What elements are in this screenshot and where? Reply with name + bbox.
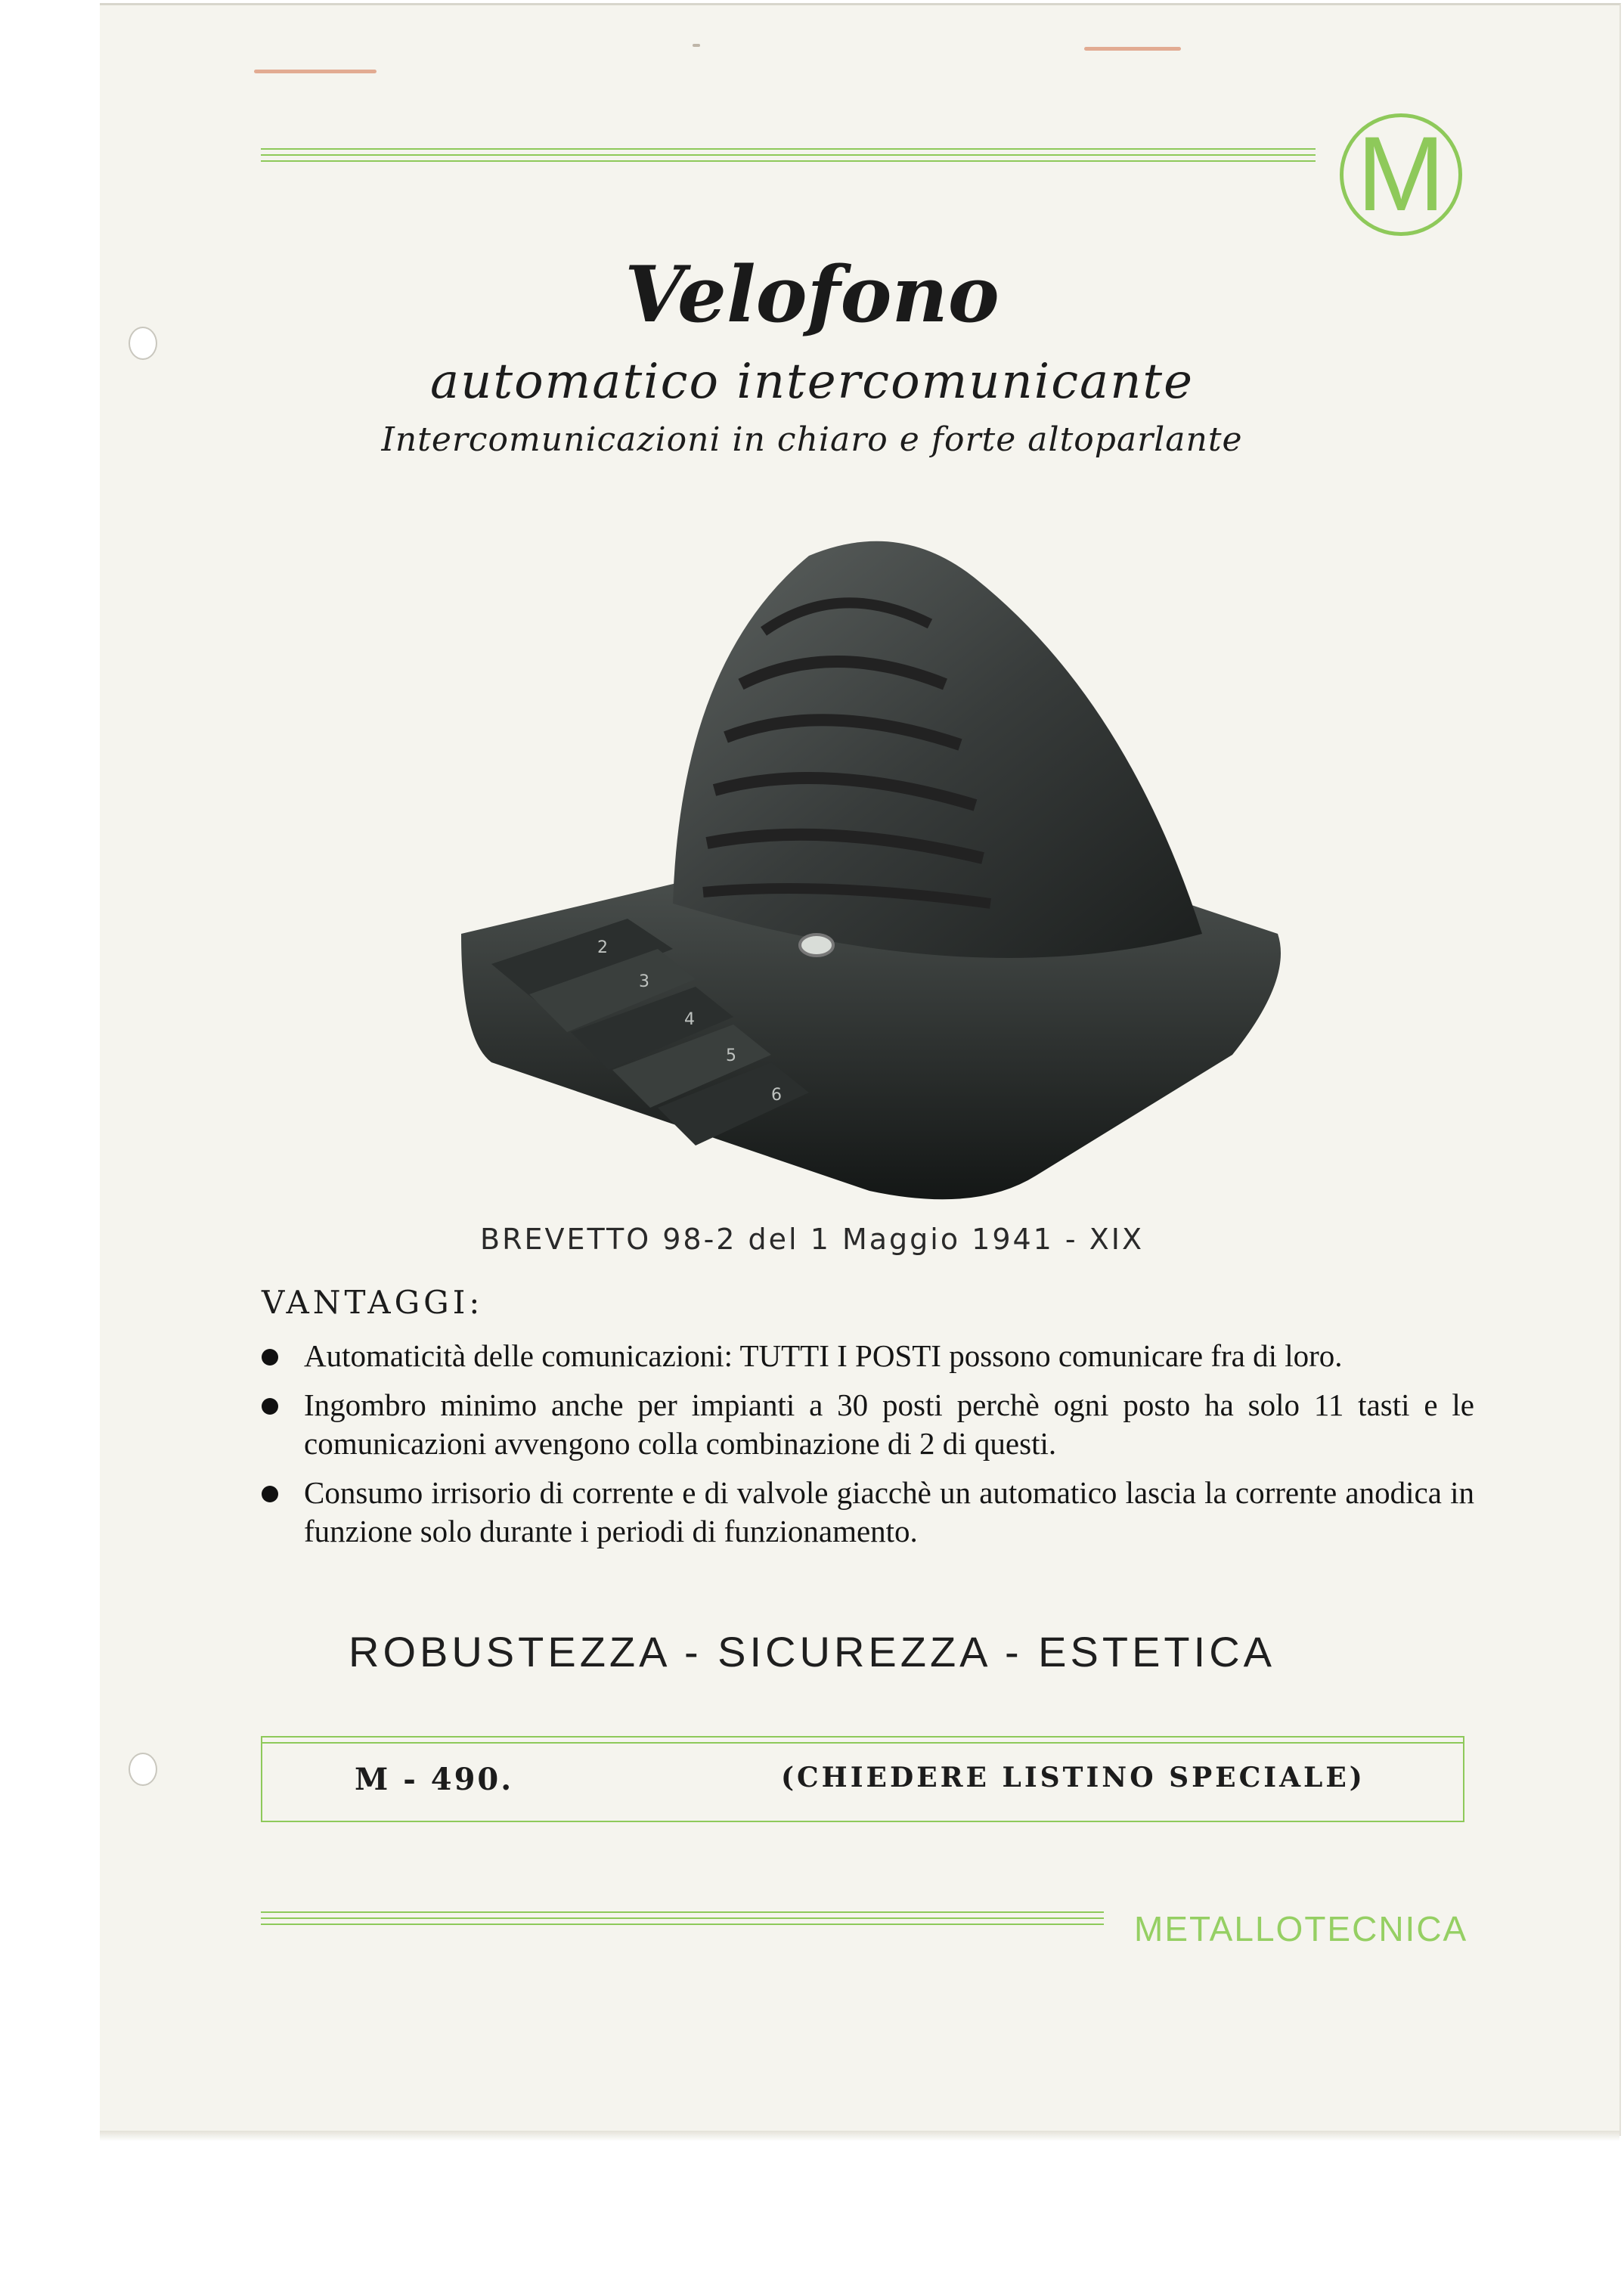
product-title: Velofono	[624, 250, 1000, 340]
device-key-3: 3	[639, 972, 649, 991]
bottom-green-rule	[261, 1911, 1104, 1933]
ink-speck	[693, 44, 700, 47]
ink-mark-right	[1084, 47, 1181, 51]
list-item	[257, 1337, 1474, 1375]
intercom-device-photo	[446, 510, 1293, 1236]
price-list-note: (CHIEDERE LISTINO SPECIALE)	[781, 1762, 1365, 1793]
order-box	[261, 1736, 1464, 1822]
advantage-text: Consumo irrisorio di corrente e di valvole giacchè un automatico lascia la corrente anodica in funzione solo durante i periodi di funzionamento.	[304, 1475, 1474, 1548]
product-tagline: Intercomunicazioni in chiaro e forte altoparlante	[381, 420, 1243, 459]
advantage-text: Automaticità delle comunicazioni: TUTTI I POSTI possono comunicare fra di loro.	[304, 1338, 1343, 1373]
bullet-icon	[262, 1349, 278, 1366]
advantages-list	[257, 1337, 1474, 1561]
advantage-text: Ingombro minimo anche per impianti a 30 posti perchè ogni posto ha solo 11 tasti e le comunicazioni avvengono colla combinazione di 2 di questi.	[304, 1387, 1474, 1461]
metallotecnica-logo: M	[1340, 113, 1462, 236]
ink-mark-left	[254, 70, 377, 73]
model-code: M - 490.	[355, 1762, 514, 1797]
patent-caption: BREVETTO 98-2 del 1 Maggio 1941 - XIX	[480, 1223, 1144, 1256]
device-key-4: 4	[684, 1010, 695, 1029]
list-item	[257, 1386, 1474, 1463]
advantages-heading: VANTAGGI:	[262, 1284, 484, 1321]
brand-name: METALLOTECNICA	[1134, 1909, 1468, 1948]
motto: ROBUSTEZZA - SICUREZZA - ESTETICA	[349, 1628, 1275, 1676]
device-key-6: 6	[771, 1086, 782, 1105]
product-subtitle: automatico intercomunicante	[429, 354, 1195, 410]
punch-hole-bottom	[129, 1753, 157, 1786]
top-green-rule	[261, 148, 1316, 169]
bullet-icon	[262, 1398, 278, 1415]
list-item	[257, 1474, 1474, 1551]
paper-bottom-edge	[100, 2131, 1619, 2141]
device-key-5: 5	[726, 1046, 736, 1065]
device-key-2: 2	[597, 938, 608, 957]
bullet-icon	[262, 1486, 278, 1502]
